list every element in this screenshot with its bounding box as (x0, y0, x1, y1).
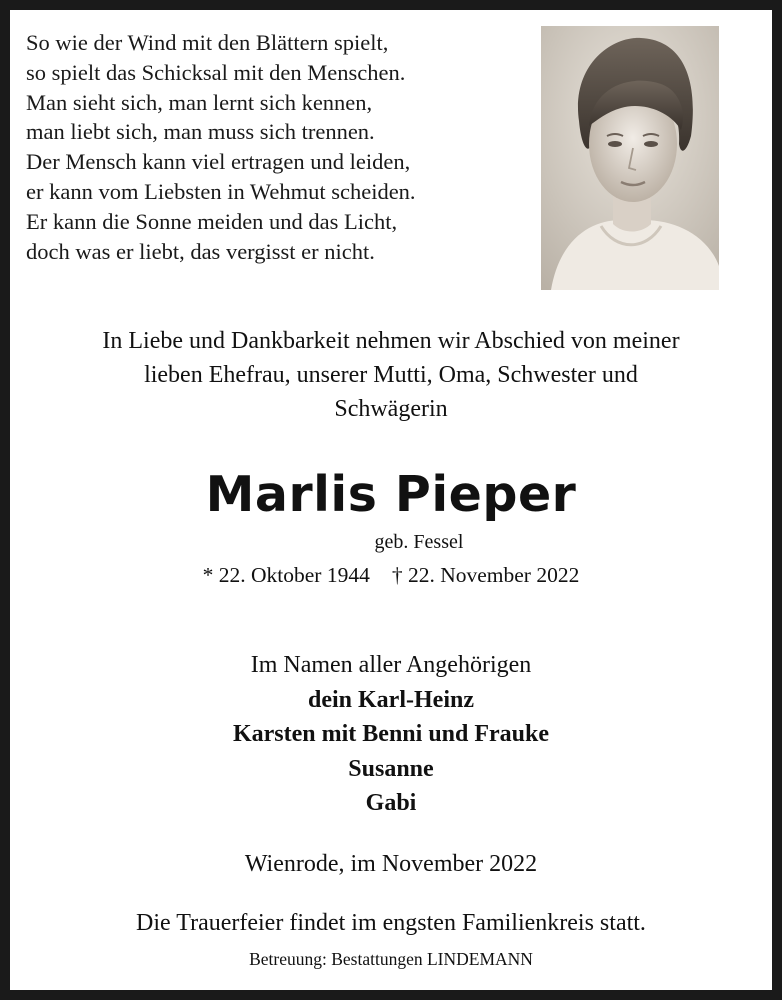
intro-line: In Liebe und Dankbarkeit nehmen wir Abschied von meiner (102, 328, 680, 354)
poem-line: Der Mensch kann viel ertragen und leiden, (26, 149, 411, 175)
intro-text (10, 324, 772, 426)
family-member: Susanne (348, 755, 434, 782)
maiden-name: geb. Fessel (374, 531, 464, 553)
family-intro: Im Namen aller Angehörigen (250, 652, 532, 678)
undertaker-credit: Betreuung: Bestattungen LINDEMANN (249, 949, 533, 969)
poem-line: Er kann die Sonne meiden und das Licht, (26, 208, 398, 234)
life-dates (10, 560, 772, 590)
ceremony-note: Die Trauerfeier findet im engsten Familienkreis statt. (136, 910, 646, 936)
deceased-name: Marlis Pieper (205, 466, 577, 523)
family-signoff (10, 648, 772, 821)
poem-line: man liebt sich, man muss sich trennen. (26, 119, 375, 145)
intro-line: Schwägerin (334, 396, 448, 422)
family-member: Karsten mit Benni und Frauke (232, 721, 550, 747)
portrait-image (541, 26, 719, 290)
poem-line: So wie der Wind mit den Blättern spielt, (26, 30, 389, 55)
poem-line: er kann vom Liebsten in Wehmut scheiden. (26, 178, 416, 204)
family-member: Gabi (365, 790, 417, 816)
intro-line: lieben Ehefrau, unserer Mutti, Oma, Schwester und (144, 362, 638, 388)
family-member: dein Karl-Heinz (308, 686, 474, 713)
death-date: † 22. November 2022 (391, 563, 580, 587)
obituary-body (10, 10, 772, 990)
poem (26, 28, 531, 266)
poem-line: doch was er liebt, das vergisst er nicht. (26, 238, 375, 264)
portrait-photo (541, 26, 719, 290)
place-date: Wienrode, im November 2022 (244, 851, 538, 877)
birth-date: * 22. Oktober 1944 (202, 563, 370, 587)
poem-line: so spielt das Schicksal mit den Menschen. (26, 59, 406, 85)
poem-line: Man sieht sich, man lernt sich kennen, (26, 89, 373, 115)
